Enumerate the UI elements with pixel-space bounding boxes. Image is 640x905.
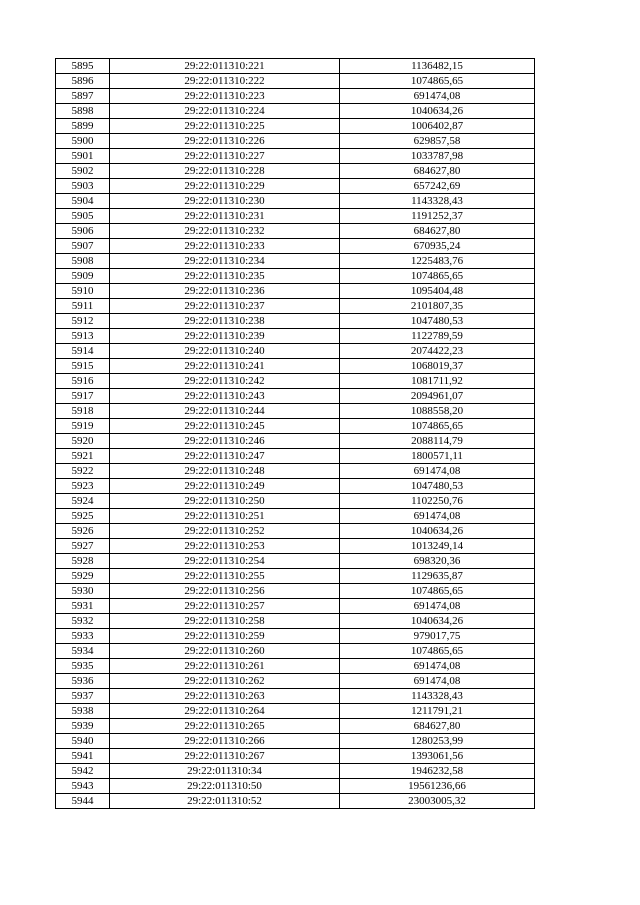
value-cell: 684627,80 [340, 224, 535, 239]
table-row [56, 704, 535, 719]
cadastral-number-cell: 29:22:011310:256 [110, 584, 340, 599]
row-number-cell: 5923 [56, 479, 110, 494]
row-number-cell: 5914 [56, 344, 110, 359]
row-number-cell: 5921 [56, 449, 110, 464]
table-row [56, 554, 535, 569]
cadastral-number-cell: 29:22:011310:250 [110, 494, 340, 509]
table-row [56, 314, 535, 329]
table-row [56, 134, 535, 149]
row-number-cell: 5940 [56, 734, 110, 749]
table-row [56, 449, 535, 464]
table-row [56, 254, 535, 269]
row-number-cell: 5934 [56, 644, 110, 659]
cadastral-number-cell: 29:22:011310:226 [110, 134, 340, 149]
cadastral-number-cell: 29:22:011310:251 [110, 509, 340, 524]
cadastral-number-cell: 29:22:011310:227 [110, 149, 340, 164]
data-table [55, 58, 535, 809]
value-cell: 1800571,11 [340, 449, 535, 464]
row-number-cell: 5913 [56, 329, 110, 344]
row-number-cell: 5918 [56, 404, 110, 419]
value-cell: 1102250,76 [340, 494, 535, 509]
value-cell: 1068019,37 [340, 359, 535, 374]
table-row [56, 329, 535, 344]
row-number-cell: 5897 [56, 89, 110, 104]
cadastral-number-cell: 29:22:011310:239 [110, 329, 340, 344]
table-row [56, 539, 535, 554]
value-cell: 1074865,65 [340, 644, 535, 659]
table-row [56, 284, 535, 299]
value-cell: 684627,80 [340, 164, 535, 179]
value-cell: 2074422,23 [340, 344, 535, 359]
cadastral-number-cell: 29:22:011310:244 [110, 404, 340, 419]
row-number-cell: 5898 [56, 104, 110, 119]
table-row [56, 614, 535, 629]
value-cell: 1040634,26 [340, 524, 535, 539]
value-cell: 691474,08 [340, 659, 535, 674]
value-cell: 1211791,21 [340, 704, 535, 719]
cadastral-number-cell: 29:22:011310:223 [110, 89, 340, 104]
cadastral-number-cell: 29:22:011310:249 [110, 479, 340, 494]
row-number-cell: 5901 [56, 149, 110, 164]
table-row [56, 359, 535, 374]
table-row [56, 209, 535, 224]
row-number-cell: 5942 [56, 764, 110, 779]
table-row [56, 674, 535, 689]
cadastral-number-cell: 29:22:011310:229 [110, 179, 340, 194]
row-number-cell: 5908 [56, 254, 110, 269]
table-row [56, 599, 535, 614]
cadastral-number-cell: 29:22:011310:255 [110, 569, 340, 584]
value-cell: 1122789,59 [340, 329, 535, 344]
value-cell: 1095404,48 [340, 284, 535, 299]
cadastral-number-cell: 29:22:011310:253 [110, 539, 340, 554]
row-number-cell: 5905 [56, 209, 110, 224]
table-row [56, 239, 535, 254]
row-number-cell: 5906 [56, 224, 110, 239]
table-row [56, 89, 535, 104]
value-cell: 1047480,53 [340, 479, 535, 494]
value-cell: 698320,36 [340, 554, 535, 569]
cadastral-number-cell: 29:22:011310:235 [110, 269, 340, 284]
row-number-cell: 5904 [56, 194, 110, 209]
value-cell: 2088114,79 [340, 434, 535, 449]
cadastral-number-cell: 29:22:011310:257 [110, 599, 340, 614]
value-cell: 1280253,99 [340, 734, 535, 749]
cadastral-number-cell: 29:22:011310:258 [110, 614, 340, 629]
row-number-cell: 5925 [56, 509, 110, 524]
cadastral-number-cell: 29:22:011310:224 [110, 104, 340, 119]
cadastral-number-cell: 29:22:011310:231 [110, 209, 340, 224]
cadastral-number-cell: 29:22:011310:265 [110, 719, 340, 734]
row-number-cell: 5939 [56, 719, 110, 734]
row-number-cell: 5926 [56, 524, 110, 539]
table-row [56, 59, 535, 74]
table-row [56, 524, 535, 539]
row-number-cell: 5907 [56, 239, 110, 254]
cadastral-number-cell: 29:22:011310:246 [110, 434, 340, 449]
value-cell: 1047480,53 [340, 314, 535, 329]
cadastral-number-cell: 29:22:011310:237 [110, 299, 340, 314]
row-number-cell: 5933 [56, 629, 110, 644]
value-cell: 629857,58 [340, 134, 535, 149]
row-number-cell: 5932 [56, 614, 110, 629]
table-row [56, 119, 535, 134]
cadastral-number-cell: 29:22:011310:242 [110, 374, 340, 389]
value-cell: 1074865,65 [340, 419, 535, 434]
value-cell: 1074865,65 [340, 269, 535, 284]
value-cell: 1143328,43 [340, 194, 535, 209]
value-cell: 1191252,37 [340, 209, 535, 224]
row-number-cell: 5935 [56, 659, 110, 674]
table-row [56, 404, 535, 419]
cadastral-number-cell: 29:22:011310:222 [110, 74, 340, 89]
cadastral-number-cell: 29:22:011310:248 [110, 464, 340, 479]
value-cell: 23003005,32 [340, 794, 535, 809]
row-number-cell: 5924 [56, 494, 110, 509]
table-row [56, 164, 535, 179]
value-cell: 2094961,07 [340, 389, 535, 404]
table-row [56, 344, 535, 359]
table-row [56, 149, 535, 164]
table-row [56, 689, 535, 704]
table-row [56, 764, 535, 779]
cadastral-number-cell: 29:22:011310:261 [110, 659, 340, 674]
value-cell: 1074865,65 [340, 74, 535, 89]
table-row [56, 299, 535, 314]
value-cell: 691474,08 [340, 509, 535, 524]
table-row [56, 464, 535, 479]
cadastral-number-cell: 29:22:011310:262 [110, 674, 340, 689]
table-row [56, 569, 535, 584]
cadastral-number-cell: 29:22:011310:230 [110, 194, 340, 209]
row-number-cell: 5915 [56, 359, 110, 374]
cadastral-number-cell: 29:22:011310:221 [110, 59, 340, 74]
row-number-cell: 5938 [56, 704, 110, 719]
row-number-cell: 5944 [56, 794, 110, 809]
table-row [56, 479, 535, 494]
cadastral-number-cell: 29:22:011310:233 [110, 239, 340, 254]
cadastral-number-cell: 29:22:011310:50 [110, 779, 340, 794]
row-number-cell: 5941 [56, 749, 110, 764]
cadastral-number-cell: 29:22:011310:267 [110, 749, 340, 764]
value-cell: 1081711,92 [340, 374, 535, 389]
row-number-cell: 5912 [56, 314, 110, 329]
row-number-cell: 5936 [56, 674, 110, 689]
table-row [56, 629, 535, 644]
table-row [56, 644, 535, 659]
table-row [56, 179, 535, 194]
value-cell: 1088558,20 [340, 404, 535, 419]
cadastral-number-cell: 29:22:011310:266 [110, 734, 340, 749]
table-row [56, 494, 535, 509]
value-cell: 1033787,98 [340, 149, 535, 164]
cadastral-number-cell: 29:22:011310:240 [110, 344, 340, 359]
row-number-cell: 5920 [56, 434, 110, 449]
row-number-cell: 5928 [56, 554, 110, 569]
value-cell: 691474,08 [340, 89, 535, 104]
value-cell: 1040634,26 [340, 104, 535, 119]
row-number-cell: 5909 [56, 269, 110, 284]
table-row [56, 794, 535, 809]
row-number-cell: 5919 [56, 419, 110, 434]
cadastral-number-cell: 29:22:011310:232 [110, 224, 340, 239]
row-number-cell: 5903 [56, 179, 110, 194]
row-number-cell: 5931 [56, 599, 110, 614]
table-row [56, 269, 535, 284]
cadastral-number-cell: 29:22:011310:52 [110, 794, 340, 809]
value-cell: 2101807,35 [340, 299, 535, 314]
cadastral-number-cell: 29:22:011310:259 [110, 629, 340, 644]
value-cell: 19561236,66 [340, 779, 535, 794]
table-row [56, 419, 535, 434]
row-number-cell: 5930 [56, 584, 110, 599]
cadastral-number-cell: 29:22:011310:252 [110, 524, 340, 539]
table-row [56, 194, 535, 209]
row-number-cell: 5922 [56, 464, 110, 479]
table-row [56, 509, 535, 524]
table-row [56, 434, 535, 449]
value-cell: 670935,24 [340, 239, 535, 254]
row-number-cell: 5917 [56, 389, 110, 404]
value-cell: 691474,08 [340, 599, 535, 614]
value-cell: 1946232,58 [340, 764, 535, 779]
table-row [56, 74, 535, 89]
table-row [56, 224, 535, 239]
cadastral-number-cell: 29:22:011310:34 [110, 764, 340, 779]
value-cell: 1074865,65 [340, 584, 535, 599]
cadastral-number-cell: 29:22:011310:263 [110, 689, 340, 704]
table-row [56, 659, 535, 674]
row-number-cell: 5943 [56, 779, 110, 794]
row-number-cell: 5899 [56, 119, 110, 134]
cadastral-number-cell: 29:22:011310:234 [110, 254, 340, 269]
value-cell: 1013249,14 [340, 539, 535, 554]
table-row [56, 719, 535, 734]
value-cell: 657242,69 [340, 179, 535, 194]
row-number-cell: 5896 [56, 74, 110, 89]
cadastral-number-cell: 29:22:011310:264 [110, 704, 340, 719]
table-row [56, 389, 535, 404]
cadastral-number-cell: 29:22:011310:238 [110, 314, 340, 329]
value-cell: 1129635,87 [340, 569, 535, 584]
cadastral-number-cell: 29:22:011310:228 [110, 164, 340, 179]
cadastral-number-cell: 29:22:011310:243 [110, 389, 340, 404]
table-row [56, 584, 535, 599]
value-cell: 1393061,56 [340, 749, 535, 764]
value-cell: 1143328,43 [340, 689, 535, 704]
table-row [56, 374, 535, 389]
row-number-cell: 5937 [56, 689, 110, 704]
cadastral-number-cell: 29:22:011310:241 [110, 359, 340, 374]
table-row [56, 104, 535, 119]
row-number-cell: 5911 [56, 299, 110, 314]
value-cell: 1040634,26 [340, 614, 535, 629]
row-number-cell: 5910 [56, 284, 110, 299]
cadastral-number-cell: 29:22:011310:236 [110, 284, 340, 299]
cadastral-number-cell: 29:22:011310:254 [110, 554, 340, 569]
value-cell: 684627,80 [340, 719, 535, 734]
value-cell: 1006402,87 [340, 119, 535, 134]
row-number-cell: 5916 [56, 374, 110, 389]
row-number-cell: 5929 [56, 569, 110, 584]
cadastral-number-cell: 29:22:011310:245 [110, 419, 340, 434]
table-body [56, 59, 535, 809]
row-number-cell: 5902 [56, 164, 110, 179]
table-row [56, 749, 535, 764]
value-cell: 979017,75 [340, 629, 535, 644]
row-number-cell: 5900 [56, 134, 110, 149]
value-cell: 691474,08 [340, 674, 535, 689]
value-cell: 691474,08 [340, 464, 535, 479]
cadastral-number-cell: 29:22:011310:260 [110, 644, 340, 659]
cadastral-number-cell: 29:22:011310:225 [110, 119, 340, 134]
cadastral-number-cell: 29:22:011310:247 [110, 449, 340, 464]
row-number-cell: 5927 [56, 539, 110, 554]
table-row [56, 779, 535, 794]
value-cell: 1225483,76 [340, 254, 535, 269]
row-number-cell: 5895 [56, 59, 110, 74]
table-row [56, 734, 535, 749]
value-cell: 1136482,15 [340, 59, 535, 74]
